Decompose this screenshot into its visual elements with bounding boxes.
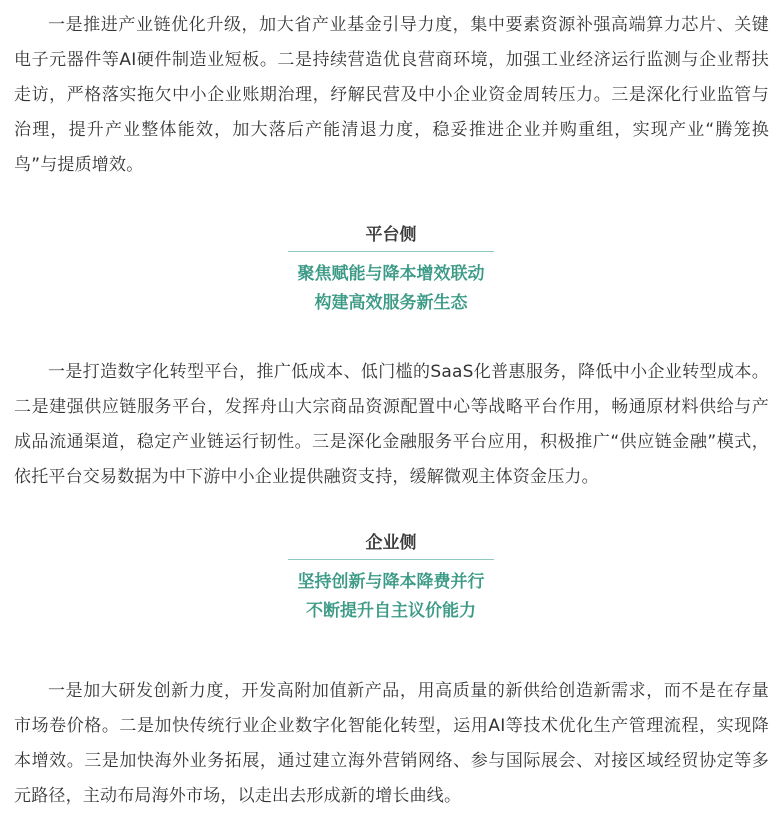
section-title-platform: 平台侧 <box>365 225 417 245</box>
paragraph-enterprise: 一是加大研发创新力度，开发高附加值新产品，用高质量的新供给创造新需求，而不是在存量市场卷价格。二是加快传统行业企业数字化智能化转型，运用AI等技术优化生产管理流程，实现降本增效。三是加快海外业务拓展，通过建立海外营销网络、参与国际展会、对接区域经贸协定等多元路径，主动布局海外市场，以走出去形成新的增长曲线。 <box>14 681 769 806</box>
section-subtitle-platform-line1: 聚焦赋能与降本增效联动 <box>297 264 485 284</box>
section-heading-platform <box>0 224 782 318</box>
section-divider-enterprise <box>288 559 494 560</box>
section-title-enterprise: 企业侧 <box>365 533 417 553</box>
section-subtitle-enterprise-line2: 不断提升自主议价能力 <box>306 601 476 621</box>
section-divider-platform <box>288 251 494 252</box>
paragraph-government: 一是推进产业链优化升级，加大省产业基金引导力度，集中要素资源补强高端算力芯片、关键电子元器件等AI硬件制造业短板。二是持续营造优良营商环境，加强工业经济运行监测与企业帮扶走访，严格落实拖欠中小企业账期治理，纾解民营及中小企业资金周转压力。三是深化行业监管与治理，提升产业整体能效，加大落后产能清退力度，稳妥推进企业并购重组，实现产业“腾笼换鸟”与提质增效。 <box>14 15 769 175</box>
paragraph-platform: 一是打造数字化转型平台，推广低成本、低门槛的SaaS化普惠服务，降低中小企业转型成本。二是建强供应链服务平台，发挥舟山大宗商品资源配置中心等战略平台作用，畅通原材料供给与产成品流通渠道，稳定产业链运行韧性。三是深化金融服务平台应用，积极推广“供应链金融”模式，依托平台交易数据为中下游中小企业提供融资支持，缓解微观主体资金压力。 <box>14 362 769 487</box>
section-subtitle-platform-line2: 构建高效服务新生态 <box>314 293 468 313</box>
section-heading-enterprise <box>0 532 782 626</box>
section-subtitle-enterprise-line1: 坚持创新与降本降费并行 <box>297 572 485 592</box>
